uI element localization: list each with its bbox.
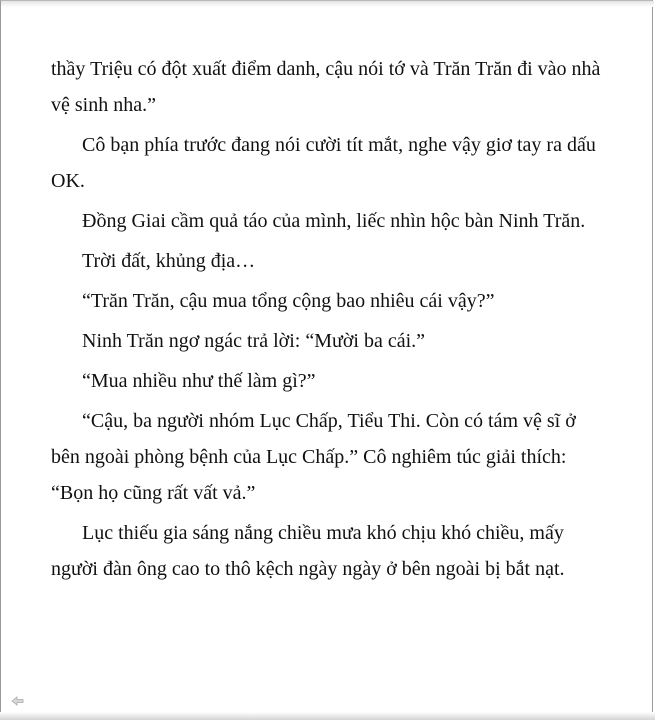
text-line: “Cậu, ba người nhóm Lục Chấp, Tiểu Thi. Còn có tám vệ sĩ ở <box>82 410 576 432</box>
paragraph <box>51 515 611 587</box>
text-line: “Mua nhiều như thế làm gì?” <box>82 370 316 392</box>
paragraph <box>51 51 611 123</box>
paragraph <box>51 127 611 199</box>
paragraph <box>51 403 611 511</box>
paragraph <box>51 243 611 279</box>
page-bottom-edge <box>0 712 655 720</box>
page-arrow-icon[interactable] <box>11 695 25 707</box>
text-line: Trời đất, khủng địa… <box>82 250 256 272</box>
page-top-edge <box>1 1 654 7</box>
text-line: “Bọn họ cũng rất vất vả.” <box>51 482 256 504</box>
text-line: “Trăn Trăn, cậu mua tổng cộng bao nhiêu cái vậy?” <box>82 290 495 312</box>
text-line: thầy Triệu có đột xuất điểm danh, cậu nói tớ và Trăn Trăn đi vào nhà <box>51 58 601 80</box>
text-line: người đàn ông cao to thô kệch ngày ngày ở bên ngoài bị bắt nạt. <box>51 558 565 580</box>
text-line: vệ sinh nha.” <box>51 94 156 116</box>
text-line: Ninh Trăn ngơ ngác trả lời: “Mười ba cái.” <box>82 330 426 352</box>
text-line: OK. <box>51 170 85 192</box>
paragraph <box>51 203 611 239</box>
paragraph <box>51 283 611 319</box>
document-body <box>51 51 611 587</box>
text-line: Lục thiếu gia sáng nắng chiều mưa khó chịu khó chiều, mấy <box>82 522 564 544</box>
text-line: Cô bạn phía trước đang nói cười tít mắt, nghe vậy giơ tay ra dấu <box>82 134 596 156</box>
text-line: Đồng Giai cầm quả táo của mình, liếc nhìn hộc bàn Ninh Trăn. <box>82 210 586 232</box>
paragraph <box>51 323 611 359</box>
paragraph <box>51 363 611 399</box>
text-line: bên ngoài phòng bệnh của Lục Chấp.” Cô nghiêm túc giải thích: <box>51 446 567 468</box>
